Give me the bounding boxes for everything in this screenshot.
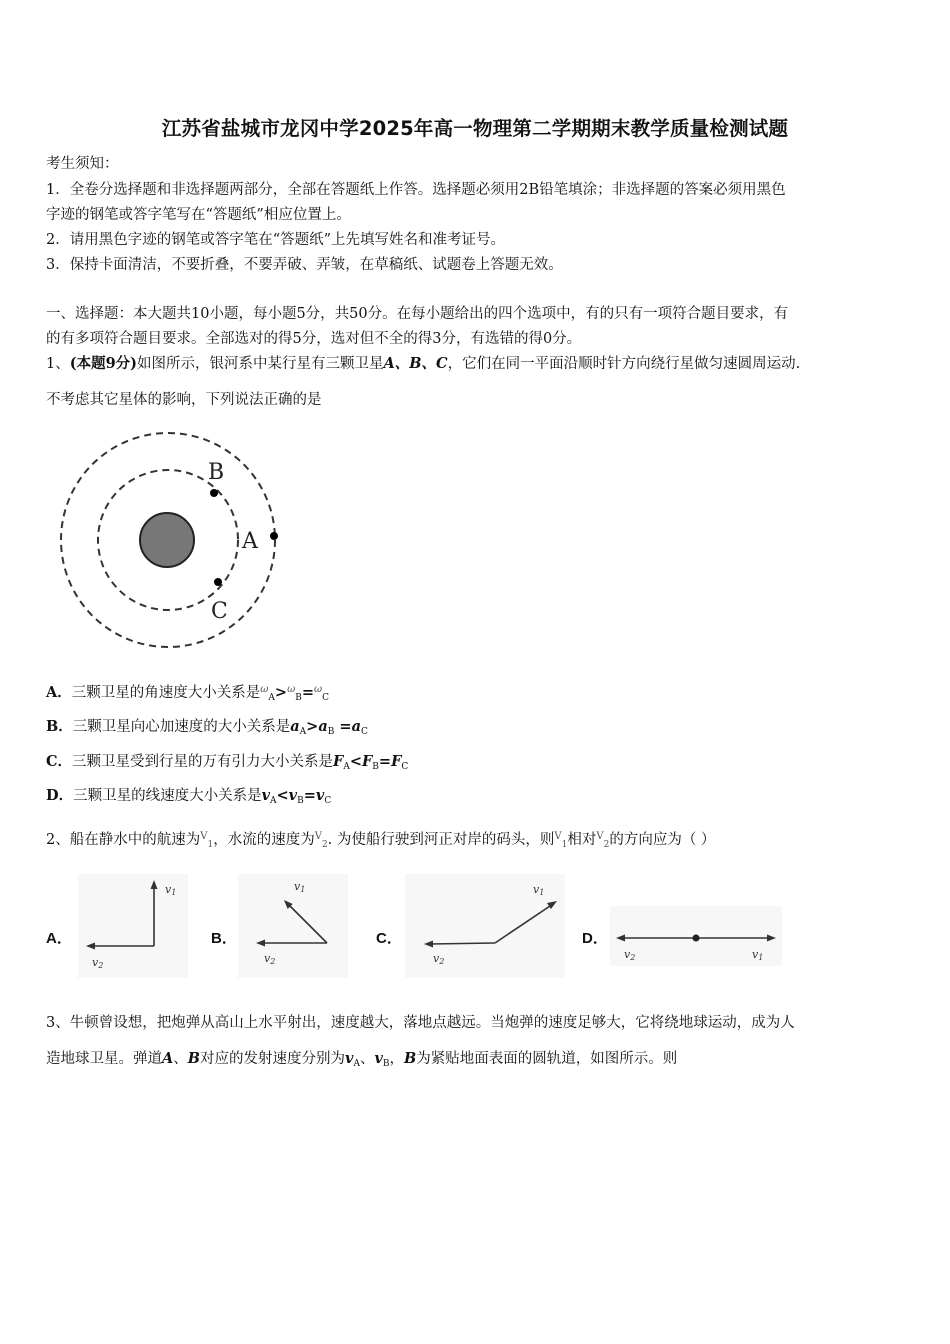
satellite-b <box>210 489 218 497</box>
q2-option-c-label[interactable]: C． <box>376 930 402 947</box>
question-3-line-1: 3、牛顿曾设想，把炮弹从高山上水平射出，速度越大，落地点越远。当炮弹的速度足够大，它将绕地球运动，成为人 <box>46 1015 795 1031</box>
orbit-figure <box>55 425 285 655</box>
q2-a-v2: v2 <box>92 956 104 970</box>
q2-c-v2: v2 <box>433 952 445 966</box>
q1-option-a[interactable]: A．三颗卫星的角速度大小关系是$^\omega_A$>$^\omega_B$=$^\omega_C$ <box>46 684 330 703</box>
notice-item-3: 3．保持卡面清洁，不要折叠，不要弄破、弄皱，在草稿纸、试题卷上答题无效。 <box>46 257 563 273</box>
notice-item-1: 1．全卷分选择题和非选择题两部分，全部在答题纸上作答。选择题必须用2B铅笔填涂；非选择题的答案必须用黑色 <box>46 182 786 198</box>
satellite-c <box>214 578 222 586</box>
q1-option-c[interactable]: C．三颗卫星受到行星的万有引力大小关系是$F_A<F_B=F_C$ <box>46 753 409 772</box>
q2-c-v1: v1 <box>533 883 545 897</box>
question-1-stem-2: 不考虑其它星体的影响，下列说法正确的是 <box>46 392 322 408</box>
section-intro-line-2: 的有多项符合题目要求。全部选对的得5分，选对但不全的得3分，有选错的得0分。 <box>46 331 582 347</box>
page-title: 江苏省盐城市龙冈中学2025年高一物理第二学期期末教学质量检测试题 <box>161 117 789 140</box>
q2-option-d-label[interactable]: D． <box>582 930 608 947</box>
q2-option-a-figure[interactable] <box>78 874 188 978</box>
question-1-stem: 1、(本题9分)如图所示，银河系中某行星有三颗卫星A、B、C，它们在同一平面沿顺时针方向绕行星做匀速圆周运动. <box>46 355 801 372</box>
q2-option-c-figure[interactable] <box>405 874 565 978</box>
question-3-line-2: 造地球卫星。弹道A、B对应的发射速度分别为$v_A$、$v_B$，B为紧贴地面表面的圆轨道，如图所示。则 <box>46 1050 678 1069</box>
satellite-a <box>270 532 278 540</box>
label-a: A <box>242 529 258 554</box>
label-c: C <box>211 599 228 624</box>
section-intro-line-1: 一、选择题：本大题共10小题，每小题5分，共50分。在每小题给出的四个选项中，有的只有一项符合题目要求，有 <box>46 306 789 322</box>
question-2-stem: 2、船在静水中的航速为$^V_1$，水流的速度为$^V_2$. 为使船行驶到河正对岸的码头，则$^V_1$相对$^V_2$的方向应为（ ） <box>46 831 716 850</box>
notice-item-2: 2．请用黑色字迹的钢笔或答字笔在“答题纸”上先填写姓名和准考证号。 <box>46 232 506 248</box>
notice-heading: 考生须知： <box>46 156 119 172</box>
q2-d-v1: v1 <box>752 948 764 962</box>
label-b: B <box>208 460 225 485</box>
q2-b-v1: v1 <box>294 880 306 894</box>
planet <box>140 513 194 567</box>
q2-option-b-figure[interactable] <box>238 874 348 978</box>
q1-option-d[interactable]: D．三颗卫星的线速度大小关系是$v_A<v_B=v_C$ <box>46 787 332 806</box>
q2-a-v1: v1 <box>165 883 177 897</box>
q2-option-b-label[interactable]: B． <box>211 930 237 947</box>
q2-d-v2: v2 <box>624 948 636 962</box>
notice-item-1-cont: 字迹的钢笔或答字笔写在“答题纸”相应位置上。 <box>46 207 351 223</box>
q2-option-a-label[interactable]: A． <box>46 930 72 947</box>
q1-option-b[interactable]: B．三颗卫星向心加速度的大小关系是$a_A>a_B =a_C$ <box>46 718 368 737</box>
q2-option-d-figure[interactable] <box>610 906 782 966</box>
q2-b-v2: v2 <box>264 952 276 966</box>
